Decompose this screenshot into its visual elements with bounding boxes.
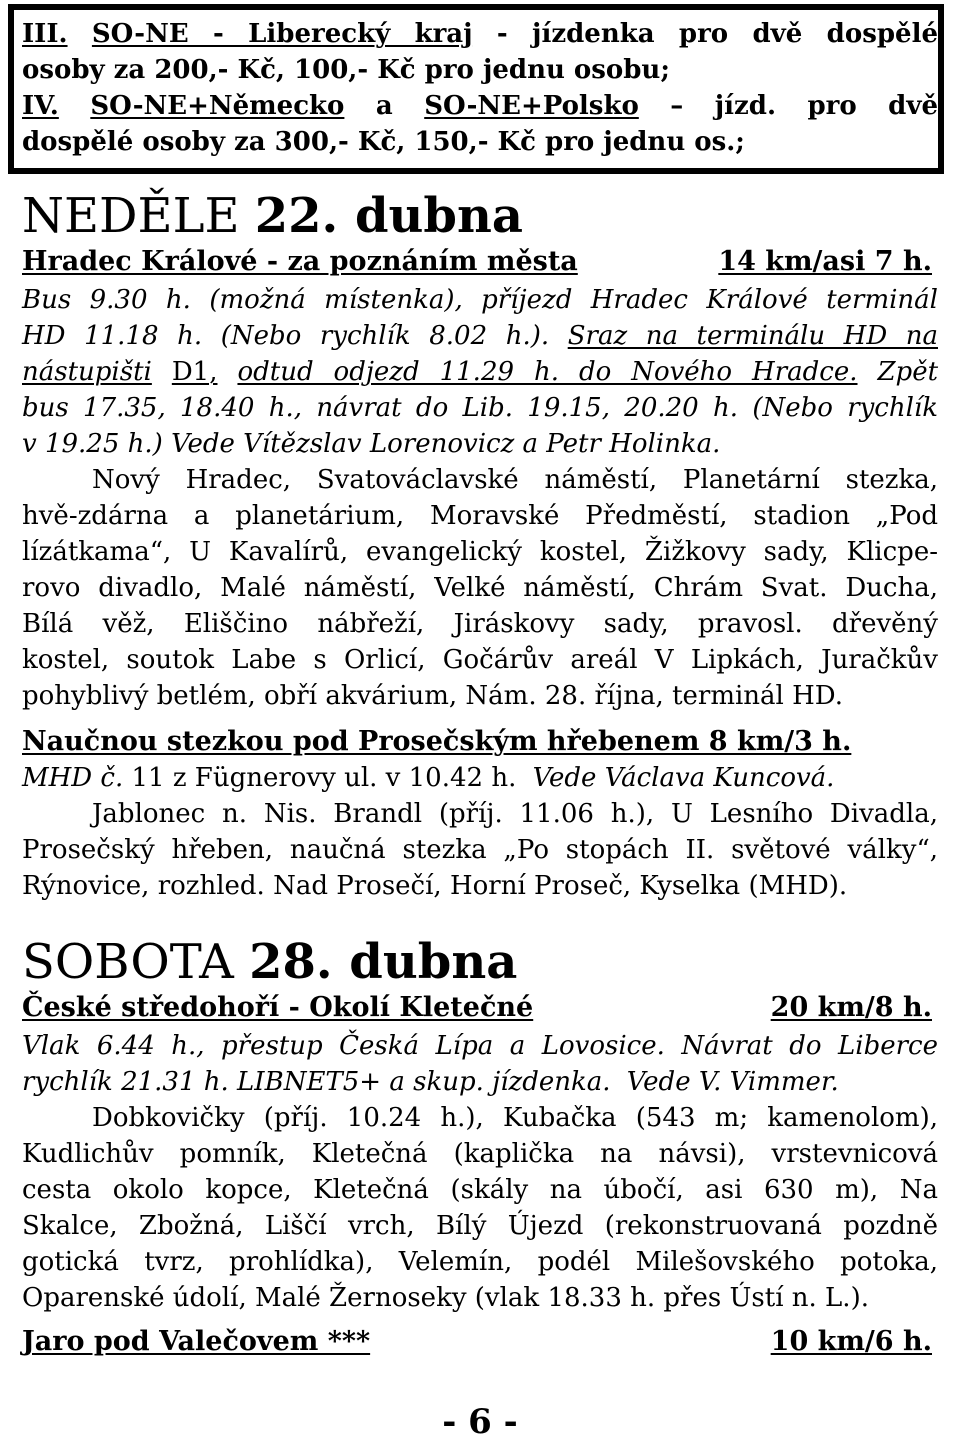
guide: Vede V. Vimmer. [626, 1067, 839, 1097]
meeting-point: Sraz na terminálu HD na [567, 321, 938, 351]
text: rychlík 21.31 h. LIBNET5+ a skup. jízdenka. [22, 1067, 611, 1097]
box-ticket-germany: SO-NE+Německo [90, 91, 345, 121]
text: Zpět [877, 357, 939, 387]
guide: Vede Václava Kuncová. [532, 763, 835, 793]
saturday-trip2-title [22, 1324, 932, 1360]
date: 28. dubna [249, 934, 518, 990]
saturday-desc-1: Dobkovičky (příj. 10.24 h.), Kubačka (543 m; kamenolom), [92, 1103, 938, 1133]
sunday-line-2 [22, 318, 938, 354]
saturday-desc-4: Skalce, Zbožná, Liščí vrch, Bílý Újezd (rekonstruovaná pozdně [22, 1211, 938, 1241]
box-line-2: osoby za 200,- Kč, 100,- Kč pro jednu osobu; [22, 55, 670, 85]
box-text: - jízdenka pro dvě dospělé [496, 19, 938, 49]
box-text: a [375, 91, 393, 121]
text: HD 11.18 h. (Nebo rychlík 8.02 h.). [22, 321, 550, 351]
trip-distance: 20 km/8 h. [770, 992, 932, 1023]
saturday-trip-title [22, 990, 932, 1026]
saturday-desc-5: gotická tvrz, prohlídka), Velemín, podél Milešovského potoka, [22, 1247, 938, 1277]
departure: odtud odjezd 11.29 h. do Nového Hradce. [237, 357, 858, 387]
sunday-desc-5: Bílá věž, Eliščino nábřeží, Jiráskovy sady, pravosl. dřevěný [22, 609, 938, 639]
meeting-point: nástupišti [22, 357, 152, 387]
trip-title: Naučnou stezkou pod Prosečským hřebenem 8 km/3 h. [22, 726, 852, 757]
saturday-desc-3: cesta okolo kopce, Kletečná (skály na úbočí, asi 630 m), Na [22, 1175, 938, 1205]
day-name: SOBOTA [22, 934, 234, 990]
saturday-heading [22, 934, 517, 990]
sunday-trip2-desc-3: Rýnovice, rozhled. Nad Prosečí, Horní Proseč, Kyselka (MHD). [22, 871, 848, 901]
page-number: - 6 - [442, 1402, 518, 1442]
trip-title: Hradec Králové - za poznáním města [22, 246, 578, 277]
box-line-3 [22, 88, 938, 124]
sunday-trip2-desc-1: Jablonec n. Nis. Brandl (příj. 11.06 h.), U Lesního Divadla, [92, 799, 938, 829]
saturday-desc-6: Oparenské údolí, Malé Žernoseky (vlak 18.33 h. přes Ústí n. L.). [22, 1283, 869, 1313]
box-ticket-liberec: SO-NE - Liberecký kraj [91, 19, 473, 49]
box-roman-3: III. [22, 19, 68, 49]
sunday-line-4: bus 17.35, 18.40 h., návrat do Lib. 19.15, 20.20 h. (Nebo rychlík [22, 393, 938, 423]
sunday-line-5: v 19.25 h.) Vede Vítězslav Lorenovicz a Petr Holinka. [22, 429, 721, 459]
saturday-line-1 [22, 1028, 938, 1064]
text: MHD č. [22, 763, 124, 793]
box-roman-4: IV. [22, 91, 59, 121]
sunday-trip2-title [22, 724, 851, 760]
saturday-line-2 [22, 1064, 839, 1100]
trip-title: České středohoří - Okolí Kletečné [22, 992, 534, 1023]
box-text: – jízd. pro dvě [670, 91, 938, 121]
text: 11 z Fügnerovy ul. v 10.42 h. [131, 763, 517, 793]
box-ticket-poland: SO-NE+Polsko [424, 91, 639, 121]
date: 22. dubna [254, 188, 523, 244]
sunday-desc-3: lízátkama“, U Kavalírů, evangelický kostel, Žižkovy sady, Klicpe- [22, 537, 938, 567]
text: Návrat do Liberce [681, 1031, 938, 1061]
sunday-desc-6: kostel, soutok Labe s Orlicí, Gočárův areál V Lipkách, Juračkův [22, 645, 938, 675]
box-line-1 [22, 16, 938, 52]
sunday-line-3 [22, 354, 938, 390]
trip-distance: 14 km/asi 7 h. [718, 246, 932, 277]
text: Vlak 6.44 h., přestup Česká Lípa a Lovosice. [22, 1031, 665, 1061]
sunday-trip2-desc-2: Prosečský hřeben, naučná stezka „Po stopách II. světové války“, [22, 835, 938, 865]
box-line-4: dospělé osoby za 300,- Kč, 150,- Kč pro jednu os.; [22, 127, 745, 157]
sunday-trip-title [22, 244, 932, 280]
sunday-desc-1: Nový Hradec, Svatováclavské náměstí, Planetární stezka, [92, 465, 938, 495]
sunday-line-1: Bus 9.30 h. (možná místenka), příjezd Hradec Králové terminál [22, 285, 938, 315]
saturday-desc-2: Kudlichův pomník, Kletečná (kaplička na návsi), vrstevnicová [22, 1139, 938, 1169]
day-name: NEDĚLE [22, 188, 240, 244]
sunday-desc-4: rovo divadlo, Malé náměstí, Velké náměstí, Chrám Svat. Ducha, [22, 573, 938, 603]
platform: D1, [171, 357, 218, 387]
sunday-desc-2: hvě-zdárna a planetárium, Moravské Předměstí, stadion „Pod [22, 501, 938, 531]
sunday-desc-7: pohyblivý betlém, obří akvárium, Nám. 28. října, terminál HD. [22, 681, 843, 711]
sunday-heading [22, 188, 523, 244]
trip-title: Jaro pod Valečovem *** [22, 1326, 371, 1357]
sunday-trip2-line-1 [22, 760, 834, 796]
trip-distance: 10 km/6 h. [770, 1326, 932, 1357]
